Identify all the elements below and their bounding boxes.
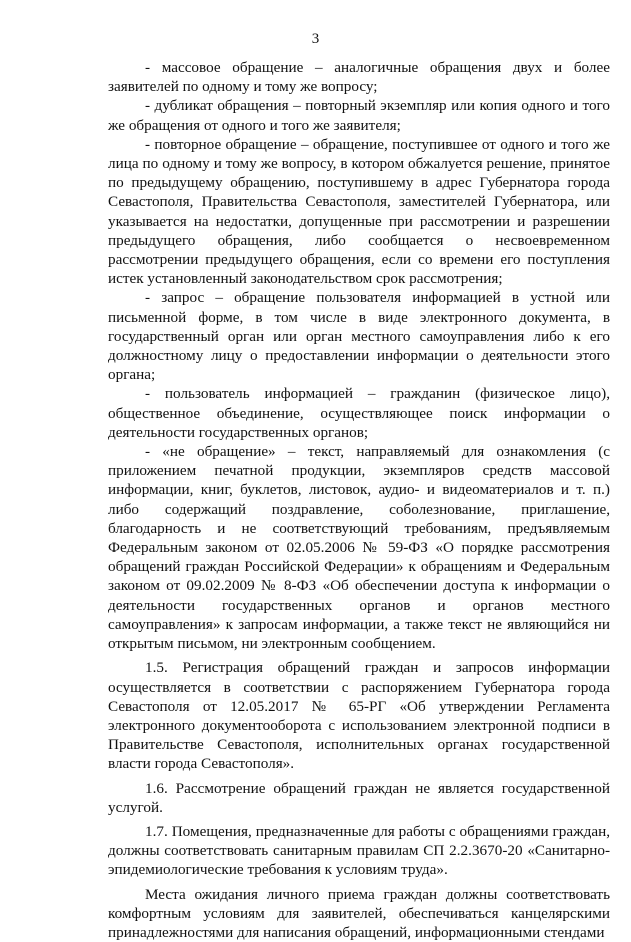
definition-not-appeal: - «не обращение» – текст, направляемый для ознакомления (с приложением печатной продукции, экземпляров средств массовой информации, книг, буклетов, листовок, аудио- и видеоматериалов и т. п.) либо содержащий поздравление, соболезнование, приглашение, благодарность и не соответствующий требованиям, предъявляемым Федеральным законом от 02.05.2006 № 59-ФЗ «О порядке рассмотрения обращений граждан Российской Федерации» к обращениям и Федеральным законом от 09.02.2009 № 8-ФЗ «Об обеспечении доступа к информации о деятельности государственных органов и органов местного самоуправления» к запросам информации, а также текст не являющийся ни открытым письмом, ни электронным сообщением. bbox=[108, 443, 610, 653]
definition-duplicate-appeal: - дубликат обращения – повторный экземпляр или копия одного и того же обращения от одного и того же заявителя; bbox=[108, 97, 610, 134]
definition-mass-appeal: - массовое обращение – аналогичные обращения двух и более заявителей по одному и тому же вопросу; bbox=[108, 59, 610, 96]
definition-request: - запрос – обращение пользователя информацией в устной или письменной форме, в том числе в виде электронного документа, в государственный орган или орган местного самоуправления либо к его должностному лицу о предоставлении информации о деятельности этого органа; bbox=[108, 289, 610, 384]
section-1-5: 1.5. Регистрация обращений граждан и запросов информации осуществляется в соответствии с распоряжением Губернатора города Севастополя от 12.05.2017 № 65-РГ «Об утверждении Регламента электронного документооборота с использованием электронной подписи в Правительстве Севастополя, исполнительных органах государственной власти города Севастополя». bbox=[108, 659, 610, 773]
document-body bbox=[108, 58, 610, 942]
section-1-6: 1.6. Рассмотрение обращений граждан не является государственной услугой. bbox=[108, 779, 610, 816]
definition-repeated-appeal: - повторное обращение – обращение, поступившее от одного и того же лица по одному и тому же вопросу, в котором обжалуется решение, принятое по предыдущему обращению, поступившему в адрес Губернатора города Севастополя, Правительства Севастополя, заместителей Губернатора, или указывается на недостатки, допущенные при рассмотрении и разрешении предыдущего обращения, либо сообщается о несвоевременном рассмотрении предыдущего обращения, если со времени его поступления истек установленный законодательством срок рассмотрения; bbox=[108, 135, 610, 288]
page-number: 3 bbox=[311, 31, 320, 47]
section-1-7: 1.7. Помещения, предназначенные для работы с обращениями граждан, должны соответствовать санитарным правилам СП 2.2.3670-20 «Санитарно-эпидемиологические требования к условиям труда». bbox=[108, 822, 610, 879]
definition-information-user: - пользователь информацией – гражданин (физическое лицо), общественное объединение, осуществляющее поиск информации о деятельности государственных органов; bbox=[108, 385, 610, 441]
waiting-area-paragraph: Места ожидания личного приема граждан должны соответствовать комфортным условиям для заявителей, обеспечиваться канцелярскими принадлежностями для написания обращений, информационными стендами bbox=[108, 885, 610, 941]
